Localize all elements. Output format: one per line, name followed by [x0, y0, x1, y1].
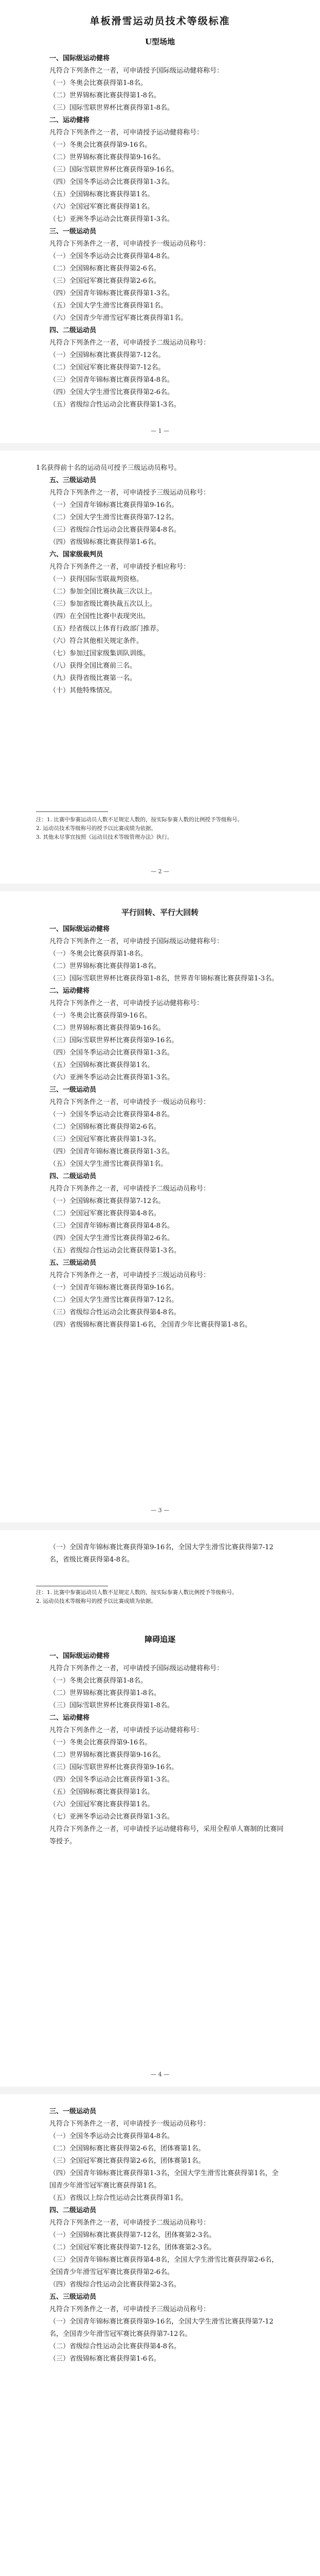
text-line: （八）获得全国比赛前三名。 [49, 662, 137, 670]
document-page-3 [0, 891, 320, 1522]
level-heading: 五、三级运动员 [49, 1259, 97, 1267]
text-line: （三）全国冠军赛比赛获得第1-3名。 [49, 1136, 161, 1143]
text-line: （七）亚洲冬季运动会比赛获得第1-3名。 [49, 1813, 174, 1821]
text-line: （一）全国青年锦标赛比赛获得第9-16名，全国大学生滑雪比赛获得第7-12名，全国青少年滑雪冠军赛比赛获得第7-12名。 [49, 2318, 274, 2338]
text-line: （四）全国青年锦标赛比赛获得第1-3名。 [49, 1148, 174, 1156]
page-number: — 1 — [151, 428, 169, 434]
text-line: （五）全国锦标赛比赛获得第1名。 [49, 1061, 154, 1069]
text-block [36, 462, 284, 697]
text-line: （一）全国锦标赛比赛获得第7-12名。 [49, 1197, 165, 1205]
level-heading: 二、运动健将 [49, 1714, 90, 1722]
document-page-5 [0, 2094, 320, 2576]
text-line: 凡符合下列条件之一者，可申请授予二级运动员称号： [49, 339, 210, 347]
text-line: 凡符合下列条件之一者，可申请授予一级运动员称号： [49, 2120, 210, 2128]
text-block [36, 53, 284, 411]
text-line: 凡符合下列条件之一者，可申请授予运动健将称号： [49, 129, 204, 137]
text-line: （三）国际雪联世界杯比赛获得第9-16名。 [49, 1764, 179, 1771]
text-line: （五）省级综合性运动会比赛获得第1-3名。 [49, 401, 181, 409]
text-line: （一）全国锦标赛比赛获得第7-12名。 [49, 351, 165, 359]
page-number: — 3 — [151, 1507, 169, 1514]
section-title: 障碍追逐 [144, 1635, 175, 1644]
text-line: 凡符合下列条件之一者，可申请授予相应称号： [49, 563, 190, 571]
text-line: （二）全国锦标赛比赛获得第2-6名，团体赛第1名。 [49, 2145, 205, 2153]
text-line: （一）全国青年锦标赛比赛获得第9-16名。 [49, 1284, 179, 1292]
page-content [36, 462, 284, 697]
text-line: （三）国际雪联世界杯比赛获得第1-8名。 [49, 104, 174, 112]
text-line: （六）符合其他相关规定条件。 [49, 637, 144, 645]
text-line: （一）冬奥会比赛获得第1-8名。 [49, 79, 147, 87]
text-line: （三）国际雪联世界杯比赛获得第1-8名。 [49, 1702, 174, 1709]
document-page-1 [0, 0, 320, 443]
level-heading: 三、一级运动员 [49, 1086, 97, 1094]
page-number: — 4 — [151, 2071, 169, 2078]
level-heading: 五、三级运动员 [49, 477, 97, 484]
text-line: （七）参加过国家级集训队训练。 [49, 650, 150, 657]
page-content [36, 1541, 284, 1848]
text-block [36, 1650, 284, 1848]
footnote-line: 2. 运动员技术等级称号的授予以比赛成绩为依据。 [36, 825, 156, 832]
text-line: （三）全国冠军赛比赛获得第2-6名，团体赛第1名。 [49, 2157, 205, 2165]
text-line: （一）冬奥会比赛获得第9-16名。 [49, 1739, 152, 1747]
page-content [36, 2106, 284, 2365]
text-line: （三）省级锦标赛比赛获得第1-6名。 [49, 2355, 161, 2363]
text-line: 凡符合下列条件之一者，可申请授予国际级运动健将称号： [49, 67, 224, 75]
text-block [36, 923, 284, 1331]
document-page-2 [0, 451, 320, 884]
text-line: （四）在全国性比赛中表现突出。 [49, 613, 150, 620]
page-content [36, 11, 284, 411]
level-heading: 二、运动健将 [49, 116, 90, 124]
section-title: U型场地 [145, 37, 175, 46]
text-line: （二）全国锦标赛比赛获得第2-6名。 [49, 265, 161, 273]
text-line: （一）冬奥会比赛获得第1-8名。 [49, 950, 147, 958]
text-line: （五）省级以上综合性运动会比赛获得第1名。 [49, 2194, 188, 2202]
text-line: 凡符合下列条件之一者，可申请授予国际级运动健将称号： [49, 1665, 224, 1672]
level-heading: 一、国际级运动健将 [49, 925, 110, 933]
text-line: （三）全国青年锦标赛比赛获得第4-8名。 [49, 376, 174, 384]
text-block [36, 2106, 284, 2365]
text-line: （一）全国冬季运动会比赛获得第4-8名。 [49, 252, 174, 260]
level-heading: 五、三级运动员 [49, 2293, 97, 2301]
text-line: 凡符合下列条件之一者，可申请授予三级运动员称号： [49, 2306, 210, 2313]
footnote-line: 注：1. 比赛中参赛运动员人数不足规定人数的，按实际参赛人数比例授予等级称号。 [36, 1589, 238, 1596]
level-heading: 六、国家级裁判员 [49, 551, 103, 558]
level-heading: 三、一级运动员 [49, 228, 97, 235]
text-line: 凡符合下列条件之一者，可申请授予运动健将称号： [49, 1726, 204, 1734]
text-line: （四）省级综合性运动会比赛获得第2-3名。 [49, 2281, 181, 2289]
text-line: （四）全国青年锦标赛比赛获得第1-3名，全国大学生滑雪比赛获得第1名，全国青少年滑雪冠军赛比赛获得第1名。 [49, 2170, 279, 2190]
text-line: （一）冬奥会比赛获得第1-8名。 [49, 1677, 147, 1685]
text-line: （二）全国锦标赛比赛获得第2-6名。 [49, 1123, 161, 1131]
text-line: （二）省级综合性运动会比赛获得第4-8名。 [49, 2343, 181, 2350]
text-line: （七）亚洲冬季运动会比赛获得第1-3名。 [49, 215, 174, 223]
text-line: （二）世界锦标赛比赛获得第1-8名。 [49, 1689, 161, 1697]
text-line: 凡符合下列条件之一者，可申请授予二级运动员称号： [49, 2219, 210, 2227]
text-line: （一）全国冬季运动会比赛获得第4-8名。 [49, 2132, 174, 2140]
text-line: （二）全国冠军赛比赛获得第7-12名。 [49, 364, 165, 371]
level-heading: 四、二级运动员 [49, 1173, 97, 1180]
text-line: 凡符合下列条件之一者，可申请授予二级运动员称号： [49, 1185, 210, 1193]
text-line: （五）省级综合性运动会比赛获得第1-3名。 [49, 1247, 181, 1255]
text-line: 1名获得前十名的运动员可授予三级运动员称号。 [36, 464, 181, 472]
text-line: 凡符合下列条件之一者，可申请授予国际级运动健将称号： [49, 938, 224, 945]
text-line: 凡符合下列条件之一者，可申请授予三级运动员称号： [49, 489, 210, 497]
footnote [36, 816, 284, 842]
text-line: （六）亚洲冬季运动会比赛获得第1-3名。 [49, 1074, 174, 1081]
footnote-rule [36, 811, 108, 812]
text-line: （四）全国冬季运动会比赛获得第1-3名。 [49, 178, 174, 186]
text-line: （一）全国冬季运动会比赛获得第4-8名。 [49, 1111, 174, 1118]
text-line: （十）其他特殊情况。 [49, 687, 117, 694]
text-line: （二）参加全国比赛执裁三次以上。 [49, 588, 157, 596]
text-line: （六）全国青少年滑雪冠军赛比赛获得第1名。 [49, 314, 188, 322]
text-line: （一）冬奥会比赛获得第9-16名。 [49, 141, 152, 149]
text-line: （二）全国冠军赛比赛获得第4-8名。 [49, 1210, 161, 1217]
text-line: 凡符合下列条件之一者，可申请授予运动健将称号，采用全程单人赛制的比赛同等授予。 [49, 1825, 284, 1845]
text-line: （四）全国青年锦标赛比赛获得第1-3名。 [49, 290, 174, 297]
footnote [36, 1586, 238, 1606]
page-number: — 2 — [151, 868, 169, 875]
text-line: （四）全国大学生滑雪比赛获得第2-6名。 [49, 388, 174, 396]
level-heading: 一、国际级运动健将 [49, 1652, 110, 1660]
text-line: （五）全国锦标赛比赛获得第1名。 [49, 191, 154, 198]
text-line: （二）世界锦标赛比赛获得第9-16名。 [49, 154, 165, 161]
level-heading: 三、一级运动员 [49, 2108, 97, 2115]
text-line: （三）国际雪联世界杯比赛获得第9-16名。 [49, 1037, 179, 1044]
text-line: （一）获得国际雪联裁判资格。 [49, 575, 144, 583]
text-line: （三）全国青年锦标赛比赛获得第4-8名，全国大学生滑雪比赛获得第2-6名，全国青少年滑雪冠军赛比赛获得第2-6名。 [49, 2256, 278, 2276]
text-line: （一）全国锦标赛比赛获得第7-12名，团体赛第2-3名。 [49, 2231, 216, 2239]
level-heading: 四、二级运动员 [49, 327, 97, 334]
text-line: （二）全国大学生滑雪比赛获得第7-12名。 [49, 1296, 179, 1304]
text-line: （九）获得省级比赛第一名。 [49, 674, 137, 682]
text-line: （三）省级综合性运动会比赛获得第4-8名。 [49, 1309, 181, 1316]
text-line: 凡符合下列条件之一者，可申请授予运动健将称号： [49, 999, 204, 1007]
text-line: （二）世界锦标赛比赛获得第9-16名。 [49, 1751, 165, 1759]
text-line: （二）世界锦标赛比赛获得第9-16名。 [49, 1024, 165, 1032]
text-line: （一）冬奥会比赛获得第9-16名。 [49, 1012, 152, 1020]
text-line: （四）省级锦标赛比赛获得第1-6名，全国青少年比赛获得第1-8名。 [49, 1321, 252, 1329]
document-title: 单板滑雪运动员技术等级标准 [90, 15, 230, 27]
text-line: （二）世界锦标赛比赛获得第1-8名。 [49, 92, 161, 99]
text-line: （六）全国冠军赛比赛获得第1名。 [49, 1801, 154, 1808]
text-line: （四）省级锦标赛比赛获得第1-6名。 [49, 538, 161, 546]
text-line: （一）全国青年锦标赛比赛获得第9-16名。 [49, 501, 179, 509]
text-line: （六）全国冠军赛比赛获得第1名。 [49, 203, 154, 211]
text-block [36, 1541, 284, 1566]
text-line: （三）全国冠军赛比赛获得第2-6名。 [49, 277, 161, 285]
text-line: （四）全国大学生滑雪比赛获得第2-6名。 [49, 1234, 174, 1242]
footnote-line: 2. 运动员技术等级称号的授予以比赛成绩为依据。 [36, 1598, 156, 1604]
text-line: （二）世界锦标赛比赛获得第1-8名。 [49, 962, 161, 970]
level-heading: 一、国际级运动健将 [49, 55, 110, 62]
text-line: （三）国际雪联世界杯比赛获得第1-8名，世界青年锦标赛比赛获得第1-3名。 [49, 975, 278, 982]
section-title: 平行回转、平行大回转 [121, 908, 199, 917]
text-line: （三）全国青年锦标赛比赛获得第4-8名。 [49, 1222, 174, 1230]
text-line: （五）全国大学生滑雪比赛获得第1名。 [49, 1160, 168, 1168]
text-line: （四）全国冬季运动会比赛获得第1-3名。 [49, 1776, 174, 1784]
document-page-4 [0, 1530, 320, 2087]
text-line: （五）经省级以上体育行政部门推荐。 [49, 625, 164, 633]
footnote-line: 注：1. 比赛中参赛运动员人数不足规定人数的，按实际参赛人数的比例授予等级称号。 [36, 817, 243, 823]
text-line: 凡符合下列条件之一者，可申请授予一级运动员称号： [49, 1098, 210, 1106]
text-line: （五）全国大学生滑雪比赛获得第1名。 [49, 302, 168, 310]
text-line: （二）全国冠军赛比赛获得第7-12名，团体赛第2-3名。 [49, 2244, 216, 2251]
text-line: （一）全国青年锦标赛比赛获得第9-16名，全国大学生滑雪比赛获得第7-12名，省级比赛获得第4-8名。 [49, 1544, 274, 1564]
text-line: 凡符合下列条件之一者，可申请授予一级运动员称号： [49, 240, 210, 248]
level-heading: 二、运动健将 [49, 987, 90, 995]
level-heading: 四、二级运动员 [49, 2207, 97, 2214]
text-line: （二）全国大学生滑雪比赛获得第7-12名。 [49, 514, 179, 521]
text-line: （三）国际雪联世界杯比赛获得第9-16名。 [49, 166, 179, 174]
text-line: 凡符合下列条件之一者，可申请授予三级运动员称号： [49, 1272, 210, 1279]
page-content [36, 903, 284, 1331]
text-line: （五）全国锦标赛比赛获得第1名。 [49, 1788, 154, 1796]
text-line: （三）参加省级比赛执裁五次以上。 [49, 600, 157, 608]
footnote-line: 3. 其他未尽事宜按照《运动员技术等级管理办法》执行。 [36, 834, 173, 840]
text-line: （四）全国冬季运动会比赛获得第1-3名。 [49, 1049, 174, 1057]
text-line: （三）省级综合性运动会比赛获得第4-8名。 [49, 526, 181, 534]
